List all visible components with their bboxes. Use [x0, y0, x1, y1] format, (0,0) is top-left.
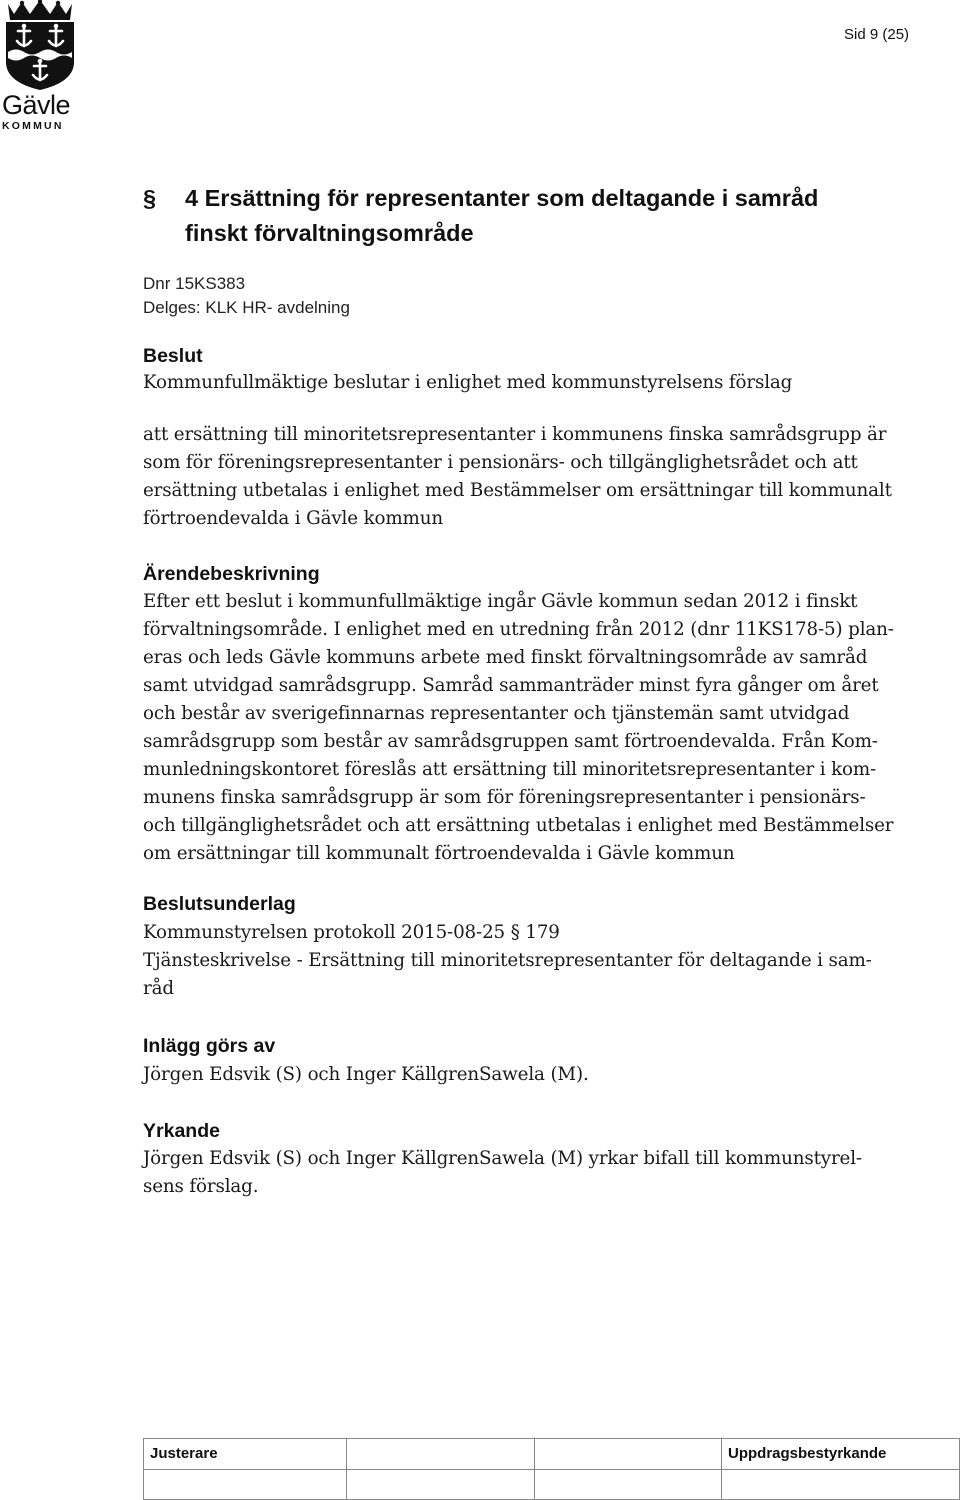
title-line-1: 4 Ersättning för representanter som deltagande i samråd	[185, 185, 819, 211]
uppdragsbestyrkande-label: Uppdragsbestyrkande	[722, 1439, 960, 1470]
delges: Delges: KLK HR- avdelning	[143, 298, 350, 317]
text-line: som för föreningsrepresentanter i pensionärs- och tillgänglighetsrådet och att	[143, 452, 858, 473]
inlagg-text	[143, 1061, 923, 1089]
text-line: Jörgen Edsvik (S) och Inger KällgrenSawela (M) yrkar bifall till kommunstyrel-	[143, 1148, 862, 1169]
text-line: att ersättning till minoritetsrepresentanter i kommunens finska samrådsgrupp är	[143, 424, 887, 445]
signature-cell	[534, 1439, 722, 1470]
coat-of-arms-icon	[0, 0, 80, 92]
justerare-signature-cell	[347, 1439, 535, 1470]
gavle-kommun-logo	[0, 0, 80, 135]
text-line: råd	[143, 978, 174, 999]
page-title	[143, 181, 933, 251]
text-line: samrådsgrupp som består av samrådsgruppen samt förtroendevalda. Från Kom-	[143, 731, 878, 752]
arendebeskrivning-text	[143, 588, 923, 868]
text-line: förtroendevalda i Gävle kommun	[143, 508, 443, 529]
page-number: Sid 9 (25)	[844, 26, 910, 43]
logo-wordmark: Gävle	[2, 90, 71, 120]
text-line: Kommunfullmäktige beslutar i enlighet med kommunstyrelsens förslag	[143, 372, 793, 393]
beslut-intro	[143, 369, 923, 397]
text-line: Jörgen Edsvik (S) och Inger KällgrenSawela (M).	[143, 1064, 589, 1085]
section-heading-yrkande: Yrkande	[143, 1120, 220, 1142]
text-line: och består av sverigefinnarnas representanter och tjänstemän samt utvidgad	[143, 703, 850, 724]
yrkande-text	[143, 1145, 923, 1201]
paragraph-sign: §	[143, 185, 157, 211]
text-line: och tillgänglighetsrådet och att ersättning utbetalas i enlighet med Bestämmelser	[143, 815, 894, 836]
logo-subtitle: KOMMUN	[2, 120, 64, 132]
section-heading-inlagg: Inlägg görs av	[143, 1035, 276, 1057]
signature-cell	[347, 1470, 535, 1500]
text-line: munens finska samrådsgrupp är som för föreningsrepresentanter i pensionärs-	[143, 787, 866, 808]
text-line: samt utvidgad samrådsgrupp. Samråd sammanträder minst fyra gånger om året	[143, 675, 879, 696]
signature-cell	[144, 1470, 347, 1500]
section-heading-arendebeskrivning: Ärendebeskrivning	[143, 563, 320, 585]
dnr-number: Dnr 15KS383	[143, 274, 246, 293]
text-line: Efter ett beslut i kommunfullmäktige ingår Gävle kommun sedan 2012 i finskt	[143, 591, 858, 612]
text-line: Tjänsteskrivelse - Ersättning till minoritetsrepresentanter för deltagande i sam-	[143, 950, 872, 971]
justerare-label: Justerare	[144, 1439, 347, 1470]
text-line: ersättning utbetalas i enlighet med Bestämmelser om ersättningar till kommunalt	[143, 480, 892, 501]
section-heading-beslutsunderlag: Beslutsunderlag	[143, 893, 296, 915]
text-line: Kommunstyrelsen protokoll 2015-08-25 § 179	[143, 922, 560, 943]
text-line: munledningskontoret föreslås att ersättning till minoritetsrepresentanter i kom-	[143, 759, 877, 780]
beslut-text	[143, 421, 923, 533]
title-line-2: finskt förvaltningsområde	[185, 220, 474, 246]
signature-cell	[722, 1470, 960, 1500]
section-heading-beslut: Beslut	[143, 345, 203, 367]
signature-cell	[534, 1470, 722, 1500]
text-line: sens förslag.	[143, 1176, 259, 1197]
text-line: om ersättningar till kommunalt förtroendevalda i Gävle kommun	[143, 843, 735, 864]
text-line: förvaltningsområde. I enlighet med en utredning från 2012 (dnr 11KS178-5) plan-	[143, 619, 894, 640]
beslutsunderlag-text	[143, 919, 923, 1003]
text-line: eras och leds Gävle kommuns arbete med finskt förvaltningsområde av samråd	[143, 647, 868, 668]
signature-table	[143, 1438, 960, 1500]
